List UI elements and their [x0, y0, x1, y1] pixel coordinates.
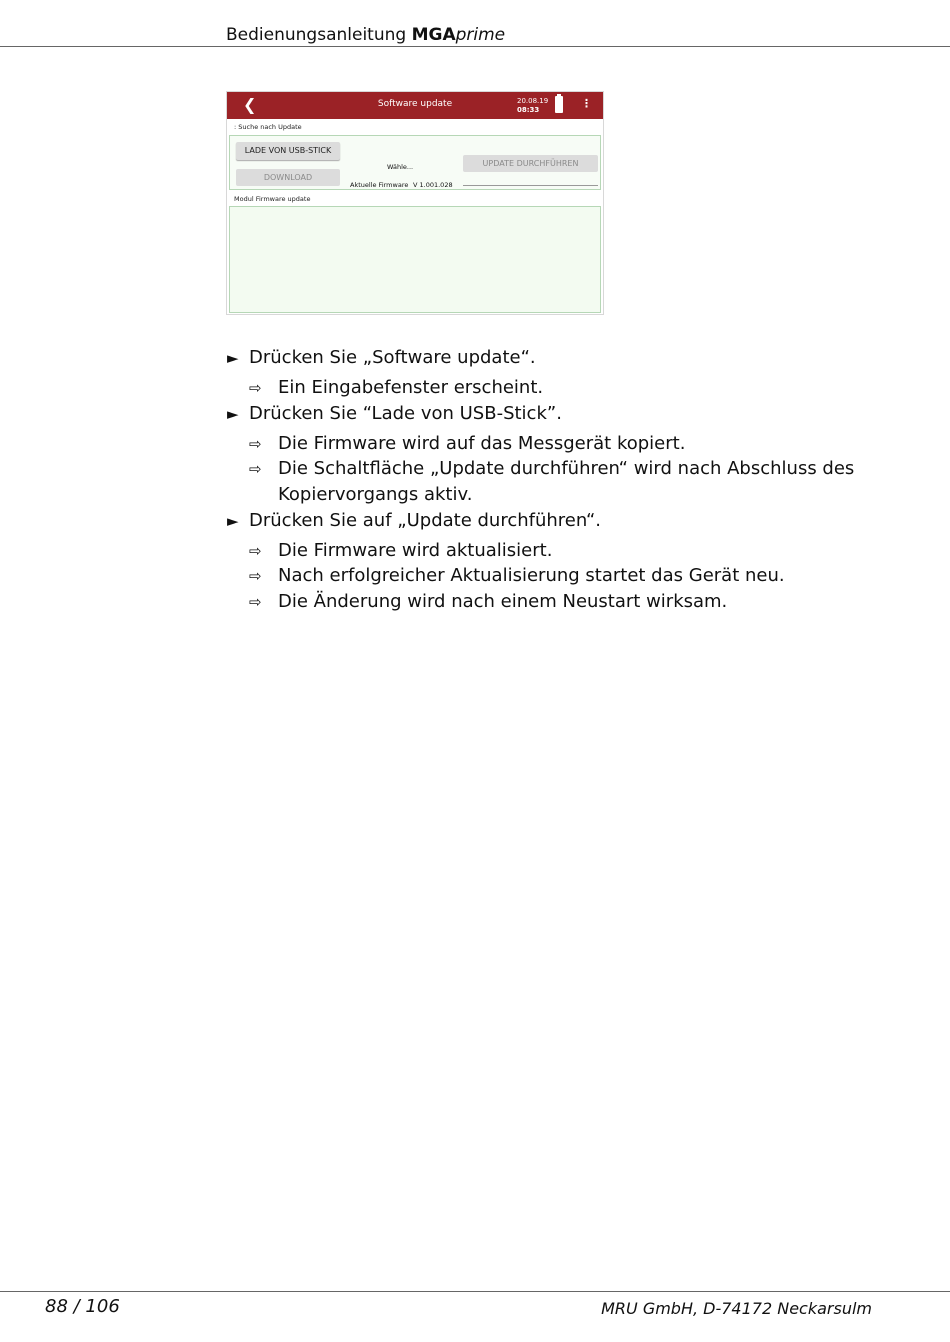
- progress-bar: [463, 185, 598, 186]
- chevron-left-icon[interactable]: ❮: [243, 95, 257, 114]
- result-arrow-icon: ⇨: [249, 542, 262, 560]
- firmware-label: Aktuelle Firmware: [350, 181, 409, 189]
- result-arrow-icon: ⇨: [249, 567, 262, 585]
- result-text: Die Firmware wird aktualisiert.: [278, 540, 553, 561]
- download-button[interactable]: DOWNLOAD: [236, 169, 340, 186]
- step-text: Drücken Sie “Lade von USB-Stick”.: [249, 403, 562, 424]
- search-section-label: : Suche nach Update: [234, 123, 302, 131]
- step-marker-icon: ►: [227, 349, 239, 367]
- header-divider: [0, 46, 950, 47]
- battery-icon: [555, 96, 563, 113]
- status-text: Wähle...: [387, 163, 414, 171]
- result-text: Die Firmware wird auf das Messgerät kopiert.: [278, 433, 686, 454]
- footer-divider: [0, 1291, 950, 1292]
- update-button[interactable]: UPDATE DURCHFÜHREN: [463, 155, 598, 172]
- brand-suffix: prime: [455, 25, 506, 45]
- step-marker-icon: ►: [227, 405, 239, 423]
- firmware-version: V 1.001.028: [413, 181, 453, 189]
- date-text: 20.08.19: [517, 97, 549, 105]
- module-section-label: Modul Firmware update: [234, 195, 311, 203]
- date-time: [517, 97, 548, 115]
- time-text: 08:33: [517, 106, 540, 114]
- company-address: MRU GmbH, D-74172 Neckarsulm: [601, 1299, 872, 1318]
- page-header: [226, 23, 505, 47]
- page-number: 88 / 106: [45, 1296, 120, 1317]
- result-arrow-icon: ⇨: [249, 460, 262, 478]
- usb-load-button[interactable]: LADE VON USB-STICK: [236, 142, 340, 160]
- module-log-panel: [229, 206, 601, 313]
- result-text: Nach erfolgreicher Aktualisierung startet das Gerät neu.: [278, 565, 785, 586]
- result-text-continued: Kopiervorgangs aktiv.: [278, 484, 473, 505]
- device-screenshot: [226, 91, 604, 315]
- brand-name: MGA: [411, 25, 456, 45]
- result-text: Die Änderung wird nach einem Neustart wirksam.: [278, 591, 728, 612]
- header-title: Bedienungsanleitung: [226, 25, 407, 45]
- result-text: Ein Eingabefenster erscheint.: [278, 377, 544, 398]
- app-title: Software update: [377, 99, 453, 109]
- step-text: Drücken Sie auf „Update durchführen“.: [249, 510, 602, 531]
- result-arrow-icon: ⇨: [249, 379, 262, 397]
- app-bar: [227, 92, 603, 119]
- step-marker-icon: ►: [227, 512, 239, 530]
- update-panel: [229, 135, 601, 190]
- more-vertical-icon[interactable]: ⋮: [581, 97, 592, 110]
- result-arrow-icon: ⇨: [249, 593, 262, 611]
- result-arrow-icon: ⇨: [249, 435, 262, 453]
- step-text: Drücken Sie „Software update“.: [249, 347, 536, 368]
- result-text: Die Schaltfläche „Update durchführen“ wird nach Abschluss des: [278, 458, 855, 479]
